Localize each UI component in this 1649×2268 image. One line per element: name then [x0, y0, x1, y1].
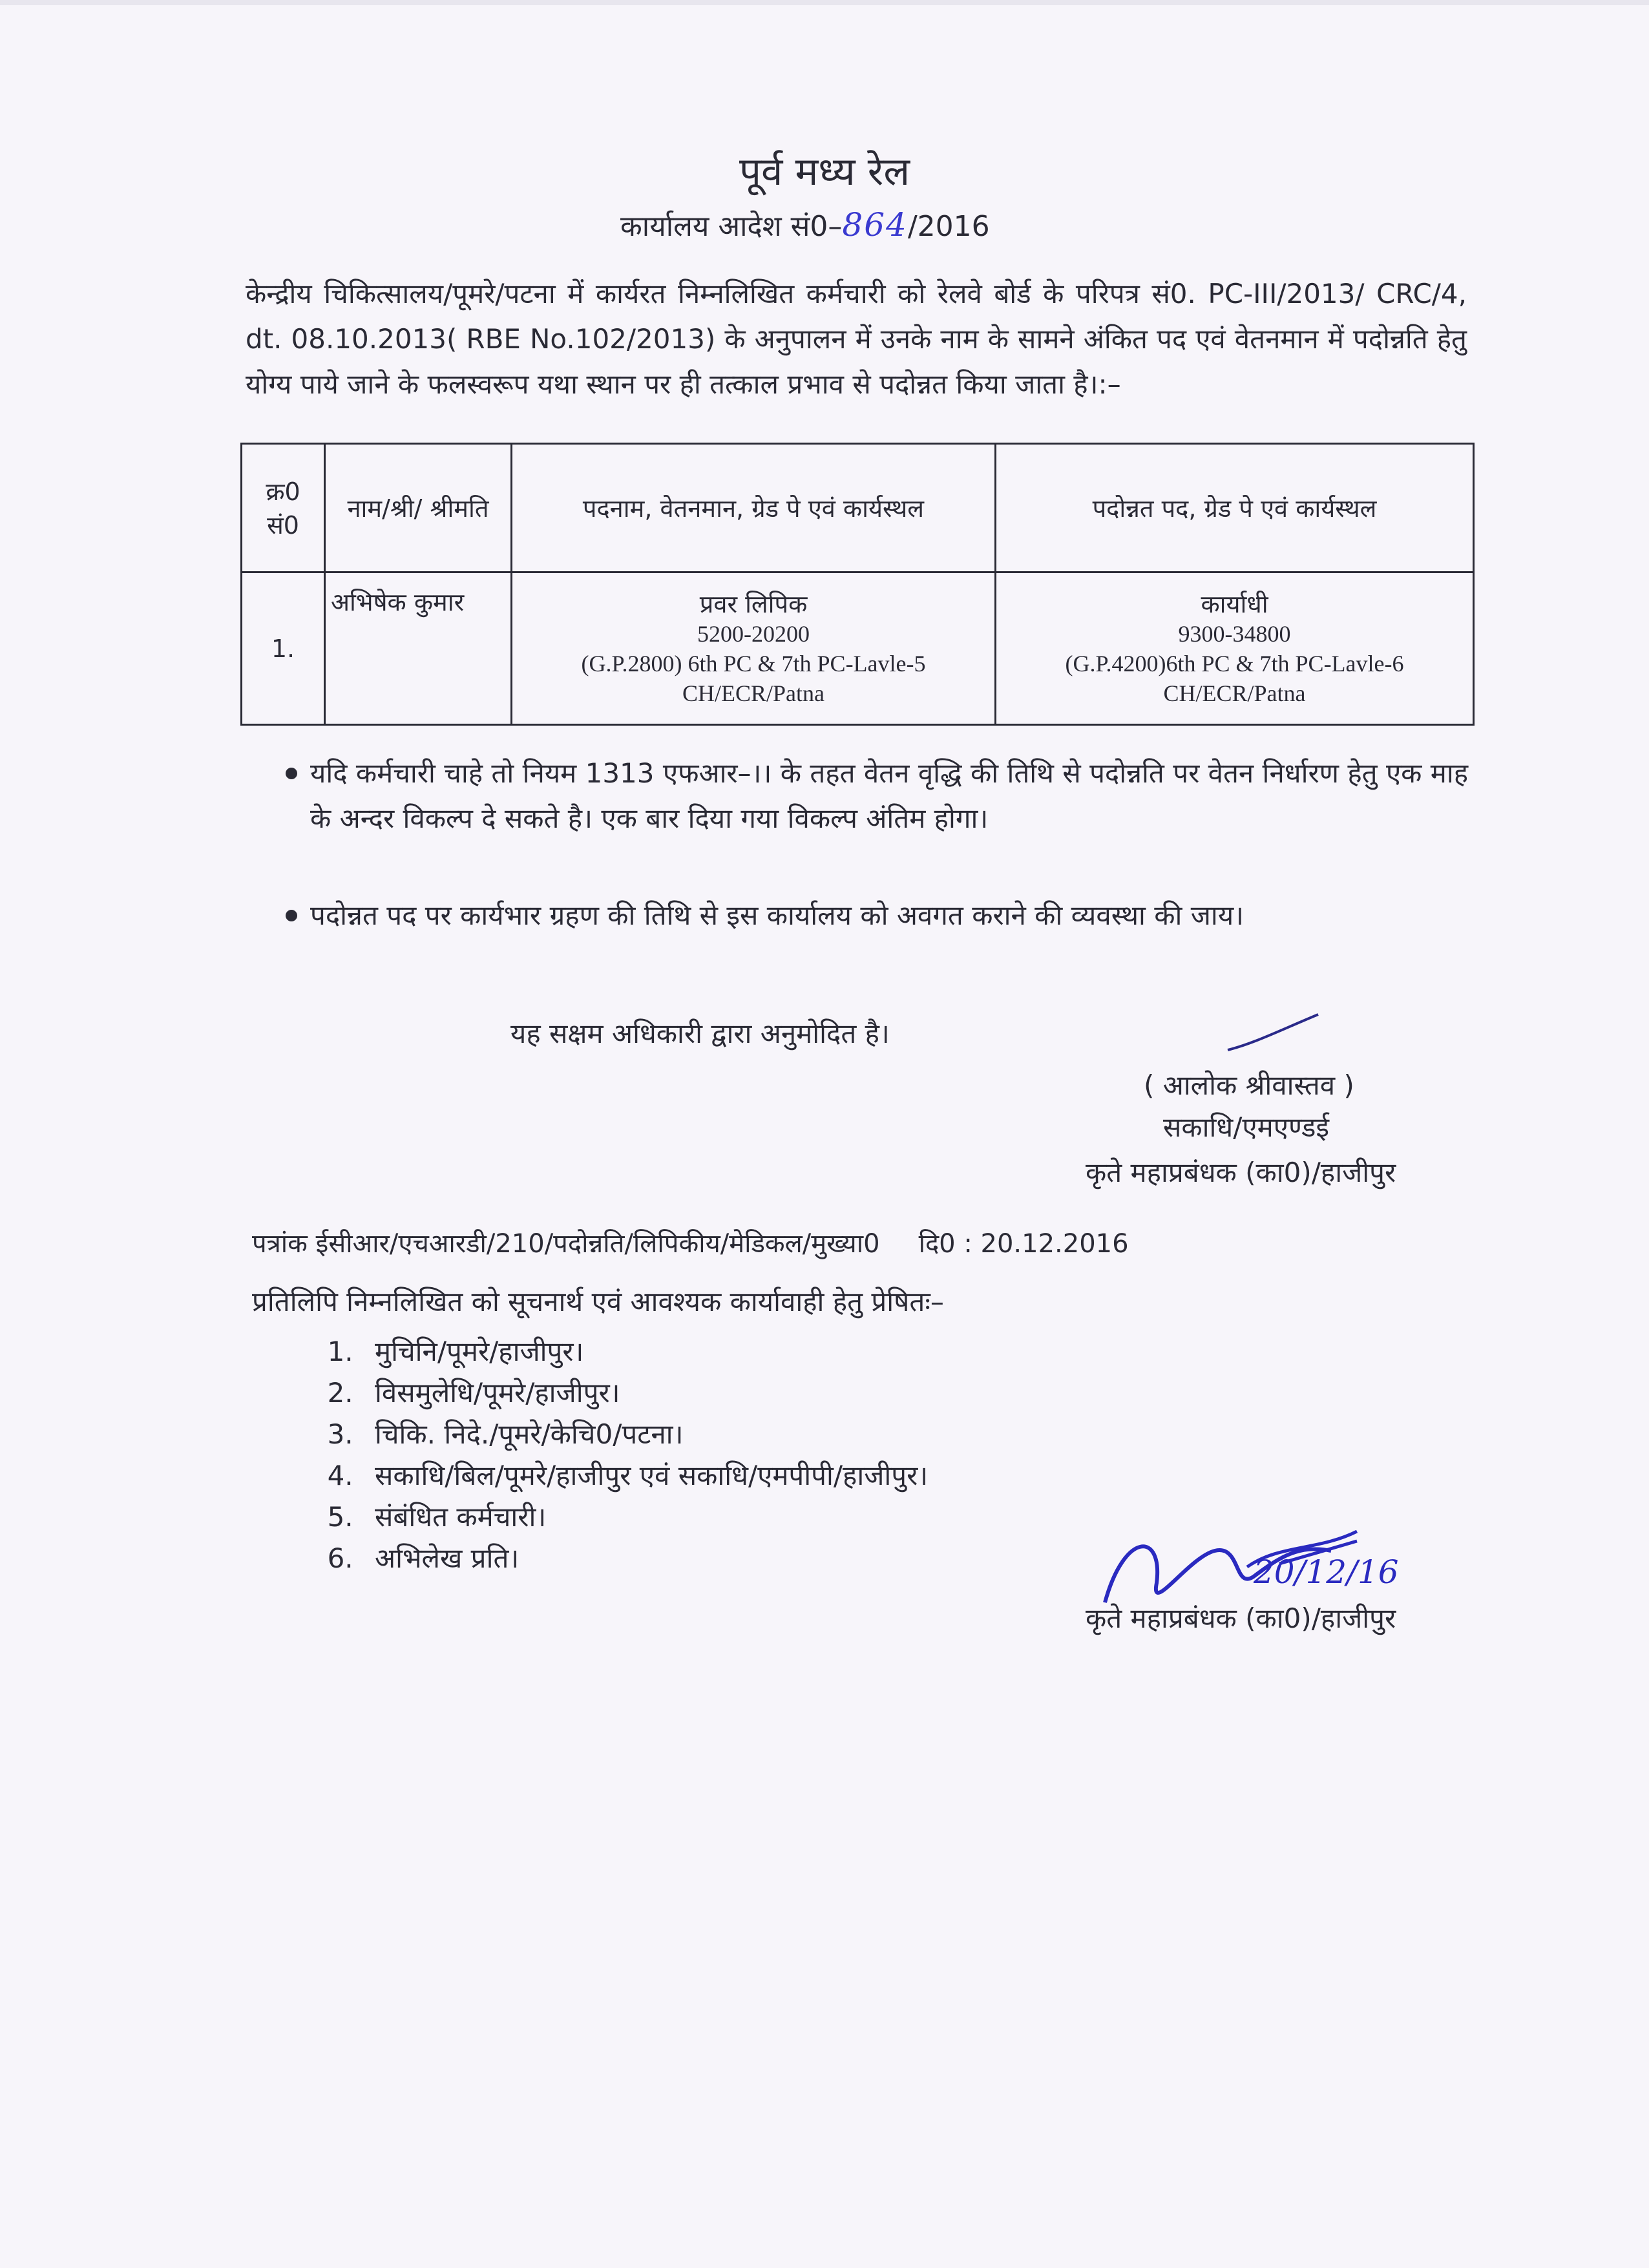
signatory-for: कृते महाप्रबंधक (का0)/हाजीपुर: [1086, 1157, 1396, 1188]
bullet-item: [310, 893, 1480, 938]
order-year: /2016: [907, 210, 990, 243]
table-header-row: [242, 444, 1474, 572]
bullet-icon: [286, 910, 297, 921]
current-grade-pay: (G.P.2800) 6th PC & 7th PC-Lavle-5: [581, 650, 926, 677]
promoted-designation: कार्याधी: [1201, 589, 1268, 618]
list-item: 4. सकाधि/बिल/पूमरे/हाजीपुर एवं सकाधि/एमपीपी/हाजीपुर।: [362, 1455, 928, 1496]
bullet-text: पदोन्नत पद पर कार्यभार ग्रहण की तिथि से इस कार्यालय को अवगत कराने की व्यवस्था की जाय।: [310, 899, 1245, 931]
order-number-handwritten: 864: [842, 206, 908, 244]
col-current-post: पदनाम, वेतनमान, ग्रेड पे एवं कार्यस्थल: [512, 444, 996, 572]
col-sno: क्र0 सं0: [242, 444, 325, 572]
reference-date: दि0 : 20.12.2016: [918, 1229, 1129, 1259]
current-pay-scale: 5200-20200: [697, 620, 810, 647]
list-item: 6. अभिलेख प्रति।: [362, 1538, 928, 1579]
cell-current-post: [512, 572, 996, 725]
list-item: 1. मुचिनि/पूमरे/हाजीपुर।: [362, 1331, 928, 1372]
signature-tick-mark: [1221, 1008, 1325, 1060]
col-promoted-post: पदोन्नत पद, ग्रेड पे एवं कार्यस्थल: [996, 444, 1474, 572]
cell-sno: 1.: [242, 572, 325, 725]
intro-paragraph: केन्द्रीय चिकित्सालय/पूमरे/पटना में कार्यरत निम्नलिखित कर्मचारी को रेलवे बोर्ड के परिपत्र सं0. PC-III/2013/ CRC/4, dt. 08.10.2013( RBE No.102/2013) के अनुपालन में उनके नाम के सामने अंकित पद एवं वेतनमान में पदोन्नति हेतु योग्य पाये जाने के फलस्वरूप यथा स्थान पर ही तत्काल प्रभाव से पदोन्नत किया जाता है।:–: [246, 278, 1467, 400]
promoted-workplace: CH/ECR/Patna: [1163, 680, 1306, 706]
bullet-icon: [286, 768, 297, 779]
reference-number: पत्रांक ईसीआर/एचआरडी/210/पदोन्नति/लिपिकीय/मेडिकल/मुख्या0: [252, 1229, 880, 1259]
col-name: नाम/श्री/ श्रीमति: [325, 444, 512, 572]
reference-line: [252, 1224, 1129, 1260]
cell-promoted-post: [996, 572, 1474, 725]
promoted-pay-scale: 9300-34800: [1178, 620, 1291, 647]
approval-note: यह सक्षम अधिकारी द्वारा अनुमोदित है।: [510, 1018, 890, 1049]
list-item: 3. चिकि. निदे./पूमरे/केचि0/पटना।: [362, 1414, 928, 1455]
office-order-number: [620, 205, 990, 244]
list-item: 2. विसमुलेधि/पूमरे/हाजीपुर।: [362, 1372, 928, 1414]
page-edge: [0, 0, 1649, 5]
copy-to-intro: प्रतिलिपि निम्नलिखित को सूचनार्थ एवं आवश्यक कार्यावाही हेतु प्रेषितः–: [252, 1286, 944, 1318]
bullet-item: [310, 751, 1480, 841]
organization-title: पूर्व मध्य रेल: [739, 149, 910, 194]
order-prefix: कार्यालय आदेश सं0–: [620, 210, 843, 243]
signatory-designation: सकाधि/एमएण्डई: [1163, 1111, 1329, 1143]
list-item: 5. संबंधित कर्मचारी।: [362, 1496, 928, 1538]
promotion-table: [240, 443, 1475, 726]
copy-recipient-list: [323, 1331, 928, 1579]
current-designation: प्रवर लिपिक: [699, 589, 808, 618]
signatory-name: ( आलोक श्रीवास्तव ): [1144, 1069, 1354, 1101]
bullet-text: यदि कर्मचारी चाहे तो नियम 1313 एफआर–।। के तहत वेतन वृद्धि की तिथि से पदोन्नति पर वेतन निर्धारण हेतु एक माह के अन्दर विकल्प दे सकते है। एक बार दिया गया विकल्प अंतिम होगा।: [310, 757, 1469, 834]
current-workplace: CH/ECR/Patna: [682, 680, 824, 706]
cell-name: अभिषेक कुमार: [325, 572, 512, 725]
closing-for: कृते महाप्रबंधक (का0)/हाजीपुर: [1086, 1602, 1396, 1634]
signature-date: 20/12/16: [1254, 1553, 1399, 1591]
table-row: [242, 572, 1474, 725]
promoted-grade-pay: (G.P.4200)6th PC & 7th PC-Lavle-6: [1065, 650, 1404, 677]
